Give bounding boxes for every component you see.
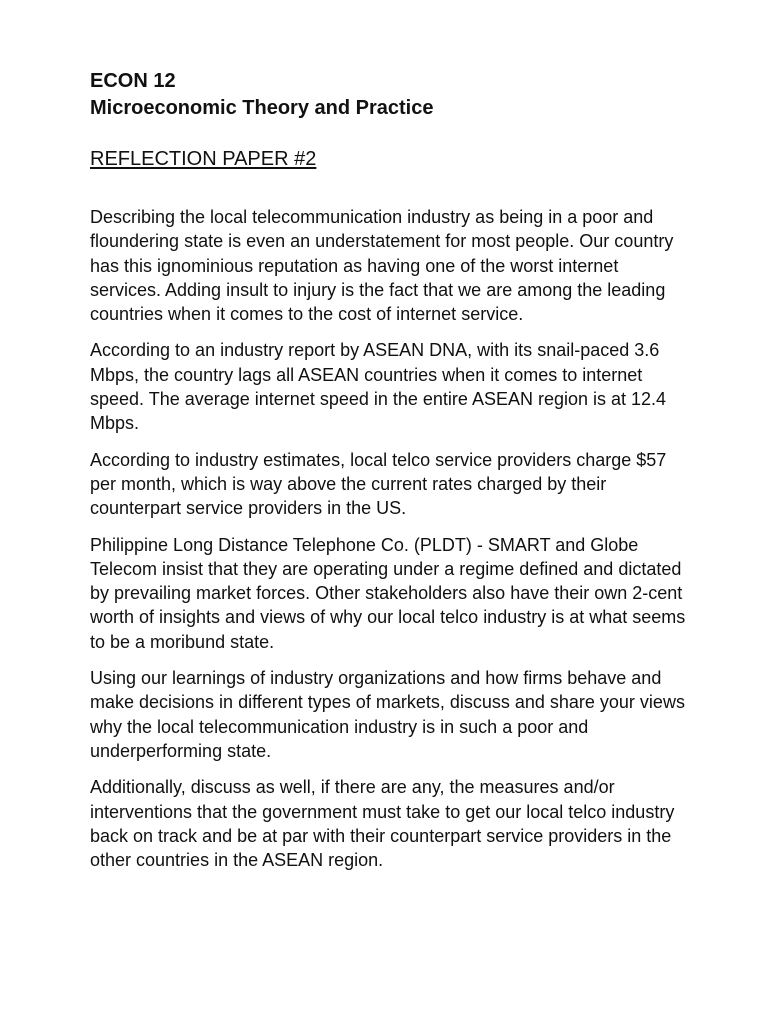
paragraph-1: Describing the local telecommunication industry as being in a poor and floundering state is even an understatement for most people. Our country has this ignominious reputation as having one of the worst internet services. Adding insult to injury is the fact that we are among the leading countries when it comes to the cost of internet service. (90, 207, 674, 325)
paragraph-3: According to industry estimates, local telco service providers charge $57 per month, which is way above the current rates charged by their counterpart service providers in the US. (90, 449, 667, 519)
paper-body (90, 205, 690, 872)
document-content (90, 68, 690, 884)
paper-title: REFLECTION PAPER #2 (90, 148, 317, 170)
course-title: Microeconomic Theory and Practice (90, 97, 434, 119)
course-code: ECON 12 (90, 70, 176, 92)
paragraph-6: Additionally, discuss as well, if there are any, the measures and/or interventions that the government must take to get our local telco industry back on track and be at par with their counterpart service providers in the other countries in the ASEAN region. (90, 777, 675, 871)
paragraph-2: According to an industry report by ASEAN DNA, with its snail-paced 3.6 Mbps, the country lags all ASEAN countries when it comes to internet speed. The average internet speed in the entire ASEAN region is at 12.4 Mbps. (90, 340, 667, 434)
paragraph-4: Philippine Long Distance Telephone Co. (PLDT) - SMART and Globe Telecom insist that they are operating under a regime defined and dictated by prevailing market forces. Other stakeholders also have their own 2-cent worth of insights and views of why our local telco industry is at what seems to be a moribund state. (90, 534, 686, 652)
paragraph-5: Using our learnings of industry organizations and how firms behave and make decisions in different types of markets, discuss and share your views why the local telecommunication industry is in such a poor and underperforming state. (90, 668, 685, 761)
